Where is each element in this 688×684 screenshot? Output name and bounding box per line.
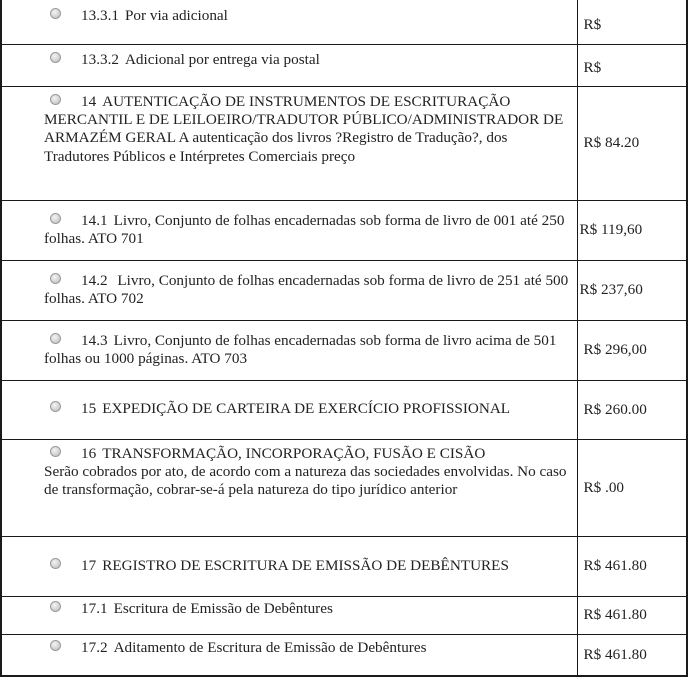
price-value: R$ 461.80 [577, 536, 687, 596]
service-title: EXPEDIÇÃO DE CARTEIRA DE EXERCÍCIO PROFISSIONAL [102, 400, 511, 418]
service-title: Por via adicional [124, 7, 228, 24]
table-row [1, 380, 687, 439]
service-description [1, 200, 577, 260]
table-row [1, 596, 687, 634]
service-title: AUTENTICAÇÃO DE INSTRUMENTOS DE ESCRITURAÇÃO MERCANTIL E DE LEILOEIRO/TRADUTOR PÚBLICO/ADMINISTRADOR DE ARMAZÉM GERAL [44, 92, 564, 147]
table-row [1, 260, 687, 320]
price-value: R$ [577, 0, 687, 44]
service-code: 14.2 [81, 271, 108, 289]
service-code: 14.1 [81, 211, 108, 229]
price-value: R$ 237,60 [577, 260, 687, 320]
service-description [1, 44, 577, 86]
service-title: Adicional por entrega via postal [124, 50, 320, 68]
table-row [1, 439, 687, 536]
service-title: Escritura de Emissão de Debêntures [113, 599, 333, 617]
table-row [1, 200, 687, 260]
service-description [1, 596, 577, 634]
price-value: R$ 84.20 [577, 86, 687, 200]
service-title: Livro, Conjunto de folhas encadernadas sob forma de livro acima de 501 folhas ou 1000 páginas. ATO 703 [44, 331, 557, 367]
service-title: TRANSFORMAÇÃO, INCORPORAÇÃO, FUSÃO E CISÃO [102, 444, 486, 462]
price-value: R$ [577, 44, 687, 86]
price-value: R$ .00 [577, 439, 687, 536]
service-notes: Serão cobrados por ato, de acordo com a natureza das sociedades envolvidas. No caso de transformação, cobrar-se-á pela natureza do tipo jurídico anterior [44, 462, 567, 499]
service-description [1, 320, 577, 380]
price-value: R$ 296,00 [577, 320, 687, 380]
table-row [1, 634, 687, 676]
service-notes: A autenticação dos livros ?Registro de Tradução?, dos Tradutores Públicos e Intérpretes Comerciais preço [44, 129, 508, 165]
price-value: R$ 119,60 [577, 200, 687, 260]
table-row [1, 44, 687, 86]
service-description [1, 260, 577, 320]
radio-option[interactable] [50, 52, 61, 63]
radio-option[interactable] [50, 446, 61, 457]
radio-option[interactable] [50, 558, 61, 569]
service-code: 13.3.1 [81, 7, 119, 24]
price-value: R$ 461.80 [577, 634, 687, 676]
radio-option[interactable] [50, 213, 61, 224]
radio-option[interactable] [50, 333, 61, 344]
service-title: Livro, Conjunto de folhas encadernadas sob forma de livro de 001 até 250 folhas. ATO 701 [44, 211, 565, 247]
price-value: R$ 260.00 [577, 380, 687, 439]
service-title: Aditamento de Escritura de Emissão de Debêntures [113, 638, 427, 656]
radio-option[interactable] [50, 601, 61, 612]
service-code: 17.2 [81, 638, 108, 656]
table-row [1, 86, 687, 200]
radio-option[interactable] [50, 94, 61, 105]
radio-option[interactable] [50, 401, 61, 412]
price-value: R$ 461.80 [577, 596, 687, 634]
service-code: 13.3.2 [81, 50, 119, 68]
service-description [1, 634, 577, 676]
service-code: 15 [81, 400, 97, 418]
service-description [1, 439, 577, 536]
service-code: 17 [81, 556, 97, 574]
radio-option[interactable] [50, 8, 61, 19]
service-code: 14.3 [81, 331, 108, 349]
service-title: REGISTRO DE ESCRITURA DE EMISSÃO DE DEBÊNTURES [102, 556, 509, 574]
table-row [1, 0, 687, 44]
table-row [1, 320, 687, 380]
service-code: 14 [81, 92, 97, 110]
service-description [1, 536, 577, 596]
service-title: Livro, Conjunto de folhas encadernadas sob forma de livro de 251 até 500 folhas. ATO 702 [44, 271, 569, 307]
service-code: 16 [81, 444, 97, 462]
service-description [1, 0, 577, 44]
radio-option[interactable] [50, 273, 61, 284]
service-code: 17.1 [81, 599, 108, 617]
service-description [1, 380, 577, 439]
table-row [1, 536, 687, 596]
service-description [1, 86, 577, 200]
radio-option[interactable] [50, 640, 61, 651]
